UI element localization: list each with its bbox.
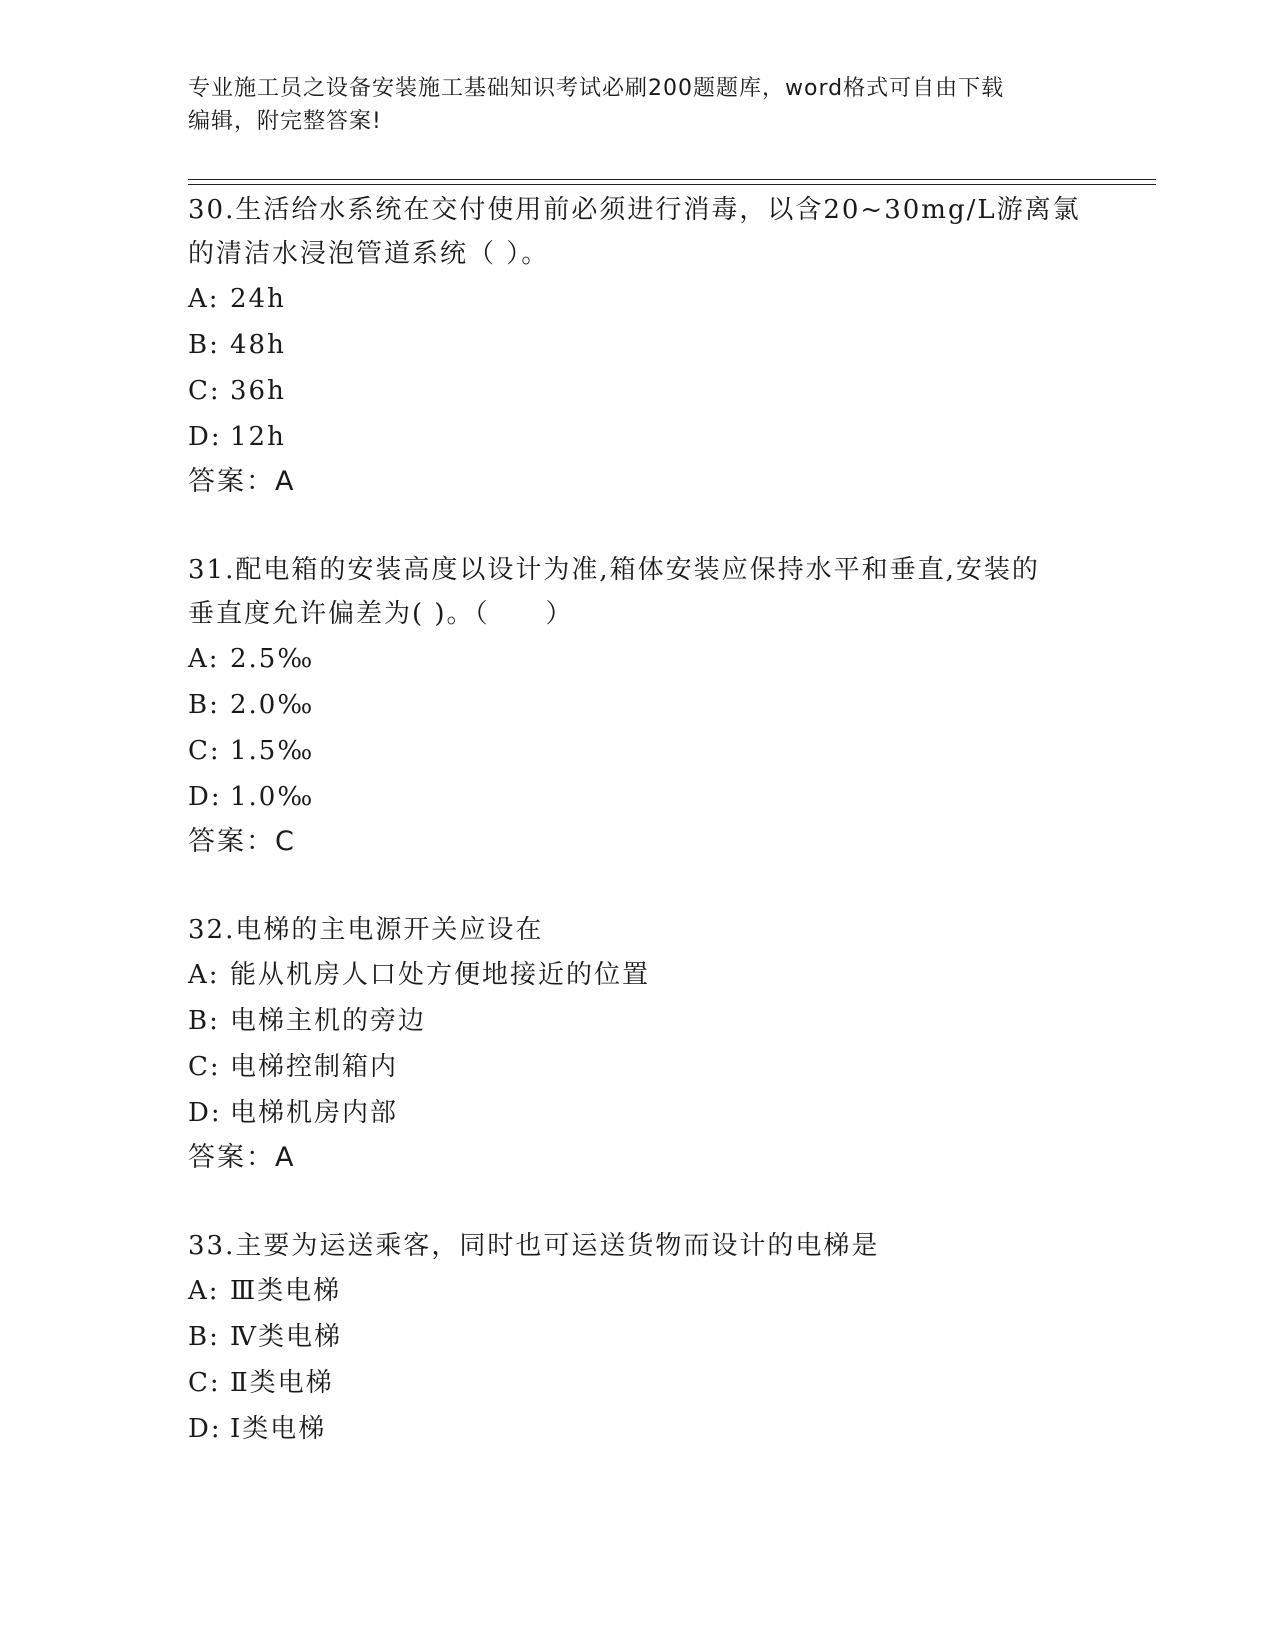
option-letter: C:: [188, 1052, 221, 1082]
option-b: [188, 1314, 1088, 1360]
option-text: 能从机房人口处方便地接近的位置: [230, 960, 651, 990]
option-c: [188, 728, 1088, 774]
option-b: [188, 322, 1088, 368]
option-b: [188, 998, 1088, 1044]
option-text: 2.0‰: [230, 690, 315, 720]
option-letter: C:: [188, 736, 221, 766]
option-c: [188, 1044, 1088, 1090]
option-a: [188, 276, 1088, 322]
option-d: [188, 1406, 1088, 1452]
question-stem-line-1: 30.生活给水系统在交付使用前必须进行消毒，以含20~30mg/L游离氯: [188, 195, 1081, 225]
option-letter: A:: [188, 960, 220, 990]
option-d: [188, 774, 1088, 820]
option-text: 电梯主机的旁边: [230, 1006, 427, 1036]
header-divider-top: [188, 179, 1156, 180]
option-letter: A:: [188, 1276, 220, 1306]
option-letter: A:: [188, 644, 220, 674]
option-text: 36h: [230, 376, 286, 406]
option-b: [188, 682, 1088, 728]
option-text: 1.0‰: [230, 782, 315, 812]
document-header: [188, 72, 1068, 138]
option-letter: B:: [188, 330, 220, 360]
option-d: [188, 414, 1088, 460]
option-text: 12h: [230, 422, 286, 452]
header-divider-bottom: [188, 184, 1156, 185]
option-letter: D:: [188, 1098, 222, 1128]
question-32: [188, 908, 1088, 1180]
question-stem-line-1: 32.电梯的主电源开关应设在: [188, 915, 544, 945]
option-letter: D:: [188, 782, 222, 812]
option-a: [188, 636, 1088, 682]
option-letter: A:: [188, 284, 220, 314]
option-text: 24h: [230, 284, 286, 314]
option-text: 电梯控制箱内: [230, 1052, 399, 1082]
option-letter: B:: [188, 1322, 220, 1352]
question-31: [188, 548, 1088, 864]
option-text: 48h: [230, 330, 286, 360]
option-text: 1.5‰: [230, 736, 315, 766]
option-text: Ⅱ类电梯: [230, 1368, 334, 1398]
answer-label: 答案：C: [188, 826, 296, 857]
question-30: [188, 188, 1088, 504]
option-a: [188, 952, 1088, 998]
question-33: [188, 1224, 1088, 1452]
option-text: 2.5‰: [230, 644, 315, 674]
option-c: [188, 1360, 1088, 1406]
option-letter: C:: [188, 376, 221, 406]
option-letter: D:: [188, 422, 222, 452]
header-line-2: 编辑，附完整答案!: [188, 109, 382, 134]
option-c: [188, 368, 1088, 414]
option-letter: B:: [188, 690, 220, 720]
option-a: [188, 1268, 1088, 1314]
option-text: Ⅲ类电梯: [230, 1276, 342, 1306]
option-letter: D:: [188, 1414, 222, 1444]
answer-label: 答案：A: [188, 466, 296, 497]
option-letter: B:: [188, 1006, 220, 1036]
option-d: [188, 1090, 1088, 1136]
header-line-1: 专业施工员之设备安装施工基础知识考试必刷200题题库，word格式可自由下载: [188, 76, 1005, 101]
option-letter: C:: [188, 1368, 221, 1398]
question-stem-line-2: 的清洁水浸泡管道系统（ ）。: [188, 239, 550, 269]
option-text: Ⅳ类电梯: [230, 1322, 342, 1352]
question-stem-line-1: 33.主要为运送乘客，同时也可运送货物而设计的电梯是: [188, 1231, 880, 1261]
option-text: 电梯机房内部: [230, 1098, 399, 1128]
question-stem-line-1: 31.配电箱的安装高度以设计为准,箱体安装应保持水平和垂直,安装的: [188, 555, 1040, 585]
option-text: Ⅰ类电梯: [230, 1414, 327, 1444]
answer-label: 答案：A: [188, 1142, 296, 1173]
question-stem-line-2: 垂直度允许偏差为( )。（ ）: [188, 599, 574, 629]
